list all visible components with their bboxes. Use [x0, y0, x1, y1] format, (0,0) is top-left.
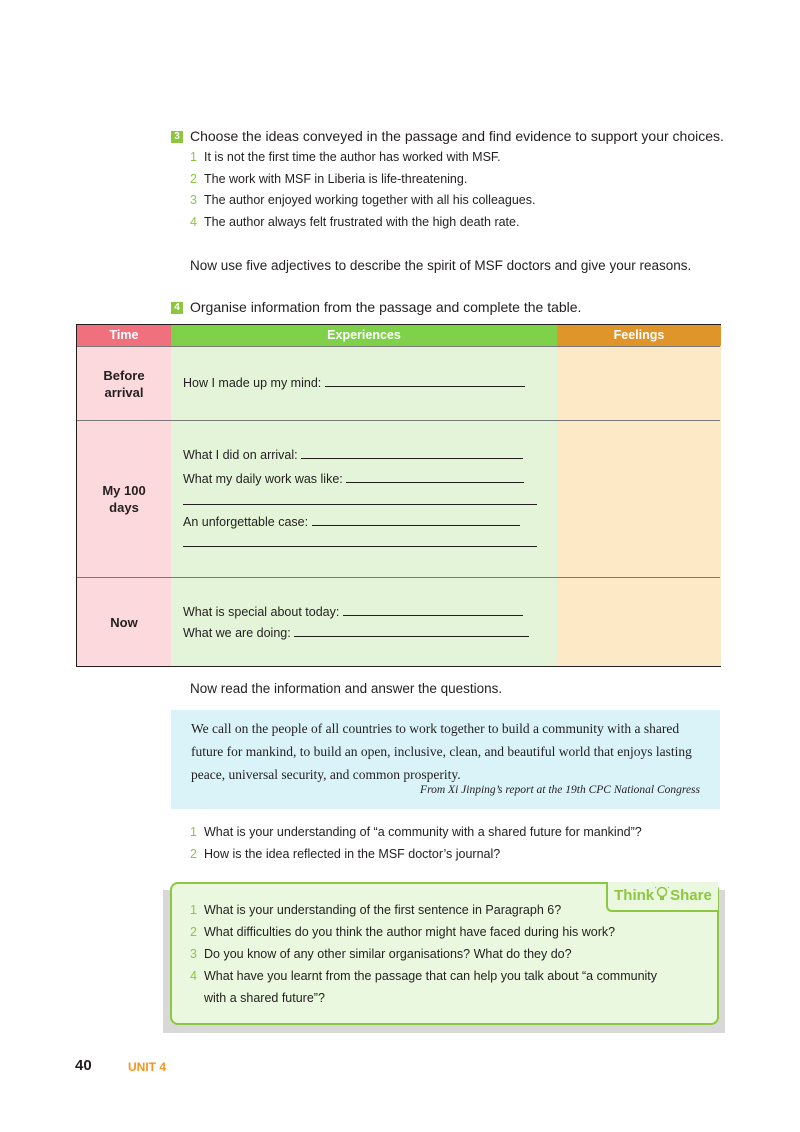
- list-item: with a shared future”?: [204, 991, 325, 1005]
- quote-box: [171, 710, 720, 809]
- table-row-line[interactable]: An unforgettable case:: [183, 514, 520, 530]
- section-4-badge: 4: [171, 302, 183, 314]
- page-number: 40: [75, 1057, 92, 1074]
- header-experiences: Experiences: [171, 325, 557, 346]
- list-item: 2 The work with MSF in Liberia is life-threatening.: [190, 171, 468, 186]
- list-item: 4 The author always felt frustrated with the high death rate.: [190, 214, 520, 229]
- organise-table: [76, 324, 721, 667]
- list-item: 2 How is the idea reflected in the MSF doctor’s journal?: [190, 846, 501, 861]
- header-time: Time: [77, 325, 171, 346]
- section-4-title: Organise information from the passage and complete the table.: [190, 299, 582, 315]
- table-row-line[interactable]: What is special about today:: [183, 604, 523, 620]
- quote-source: From Xi Jinping’s report at the 19th CPC National Congress: [420, 784, 700, 796]
- section-3-title: Choose the ideas conveyed in the passage and find evidence to support your choices.: [190, 128, 724, 144]
- section-4-questions: [190, 822, 642, 865]
- section-3-followup: Now use five adjectives to describe the spirit of MSF doctors and give your reasons.: [190, 258, 692, 273]
- row-time-now: Now: [110, 615, 138, 630]
- lightbulb-icon: [655, 884, 669, 900]
- table-row-line[interactable]: [183, 493, 537, 509]
- feelings-column[interactable]: [557, 325, 721, 666]
- section-4-followup: Now read the information and answer the questions.: [190, 681, 503, 696]
- quote-text: We call on the people of all countries to work together to build a community with a shared future for mankind, to build an open, inclusive, clean, and beautiful world that enjoys lasting peace, universal security, and common prosperity.: [191, 721, 692, 782]
- section-3-list: [190, 147, 535, 233]
- row-time-days: My 100 days: [102, 483, 146, 515]
- table-row-line[interactable]: What I did on arrival:: [183, 447, 523, 463]
- unit-label: UNIT 4: [128, 1060, 167, 1074]
- section-3-badge: 3: [171, 131, 183, 143]
- list-item: 3 Do you know of any other similar organisations? What do they do?: [190, 947, 572, 961]
- list-item: 1 What is your understanding of “a community with a shared future for mankind”?: [190, 825, 642, 839]
- think-share-list: [190, 899, 657, 1009]
- list-item: 4 What have you learnt from the passage that can help you talk about “a community: [190, 969, 658, 983]
- table-row-line[interactable]: What my daily work was like:: [183, 471, 524, 487]
- list-item: 1 What is your understanding of the first sentence in Paragraph 6?: [190, 903, 562, 917]
- table-row-line[interactable]: [183, 535, 537, 551]
- row-time-before: Before arrival: [103, 368, 145, 400]
- think-share-tag: Think Share: [606, 882, 718, 912]
- list-item: 1 It is not the first time the author has worked with MSF.: [190, 150, 501, 164]
- table-row-line[interactable]: What we are doing:: [183, 625, 529, 641]
- header-feelings: Feelings: [557, 325, 721, 346]
- list-item: 2 What difficulties do you think the author might have faced during his work?: [190, 925, 616, 939]
- list-item: 3 The author enjoyed working together with all his colleagues.: [190, 193, 536, 207]
- table-row-line[interactable]: How I made up my mind:: [183, 375, 525, 391]
